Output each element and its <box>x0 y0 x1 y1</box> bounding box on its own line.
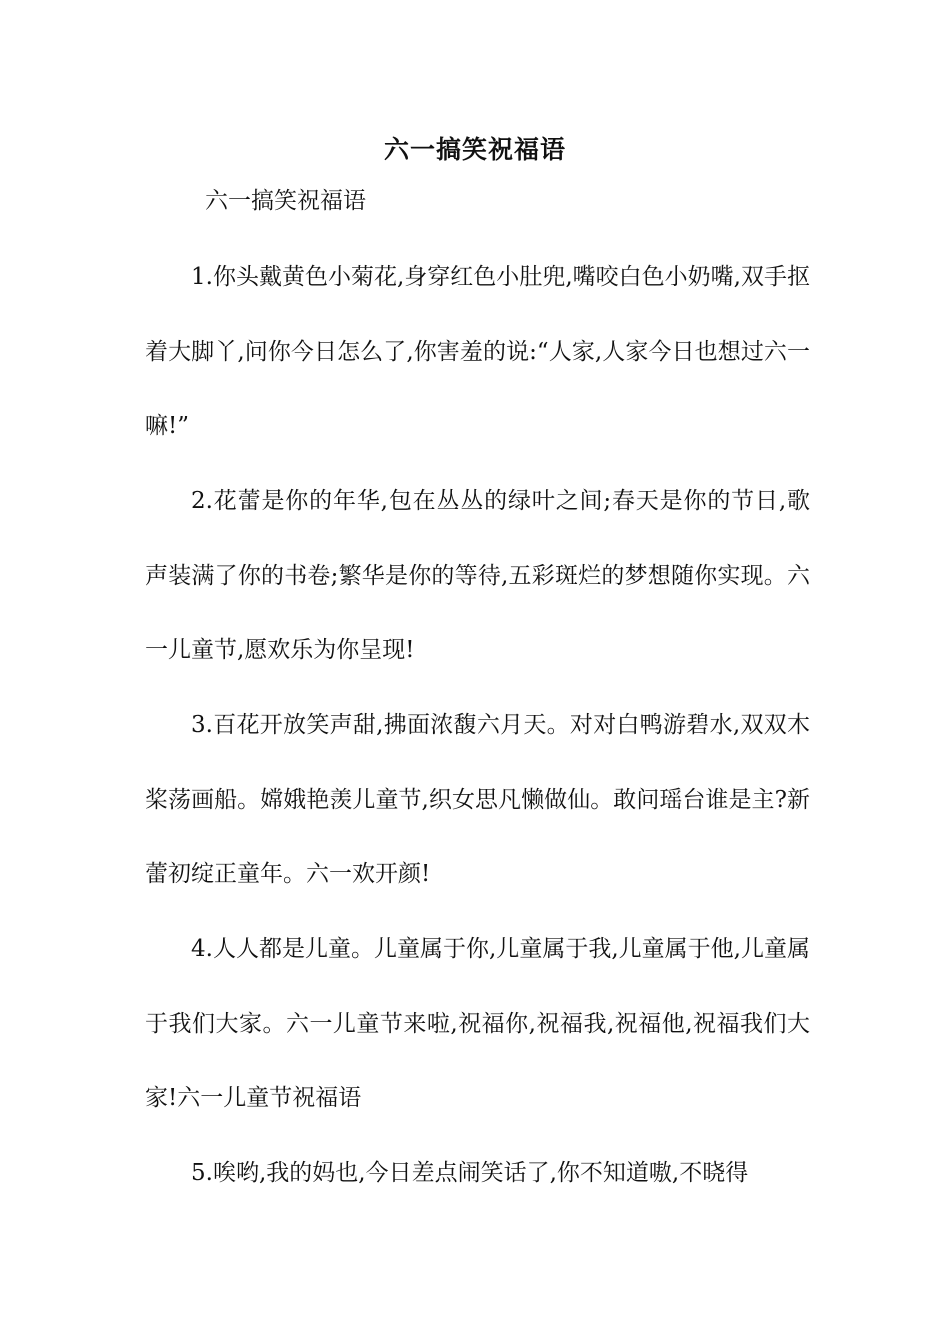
document-title: 六一搞笑祝福语 <box>383 135 566 164</box>
paragraph-1: 1.你头戴黄色小菊花,身穿红色小肚兜,嘴咬白色小奶嘴,双手抠着大脚丫,问你今日怎么了,你害羞的说:“人家,人家今日也想过六一嘛!” <box>145 264 810 439</box>
paragraph-4: 4.人人都是儿童。儿童属于你,儿童属于我,儿童属于他,儿童属于我们大家。六一儿童节来啦,祝福你,祝福我,祝福他,祝福我们大家!六一儿童节祝福语 <box>145 936 810 1111</box>
document-subtitle: 六一搞笑祝福语 <box>205 188 366 214</box>
paragraph-3: 3.百花开放笑声甜,拂面浓馥六月天。对对白鸭游碧水,双双木桨荡画船。嫦娥艳羡儿童节,织女思凡懒做仙。敢问瑶台谁是主?新蕾初绽正童年。六一欢开颜! <box>145 712 810 887</box>
paragraph-2: 2.花蕾是你的年华,包在丛丛的绿叶之间;春天是你的节日,歌声装满了你的书卷;繁华是你的等待,五彩斑烂的梦想随你实现。六一儿童节,愿欢乐为你呈现! <box>145 488 810 663</box>
paragraph-5: 5.唉哟,我的妈也,今日差点闹笑话了,你不知道嗷,不晓得 <box>191 1160 749 1186</box>
